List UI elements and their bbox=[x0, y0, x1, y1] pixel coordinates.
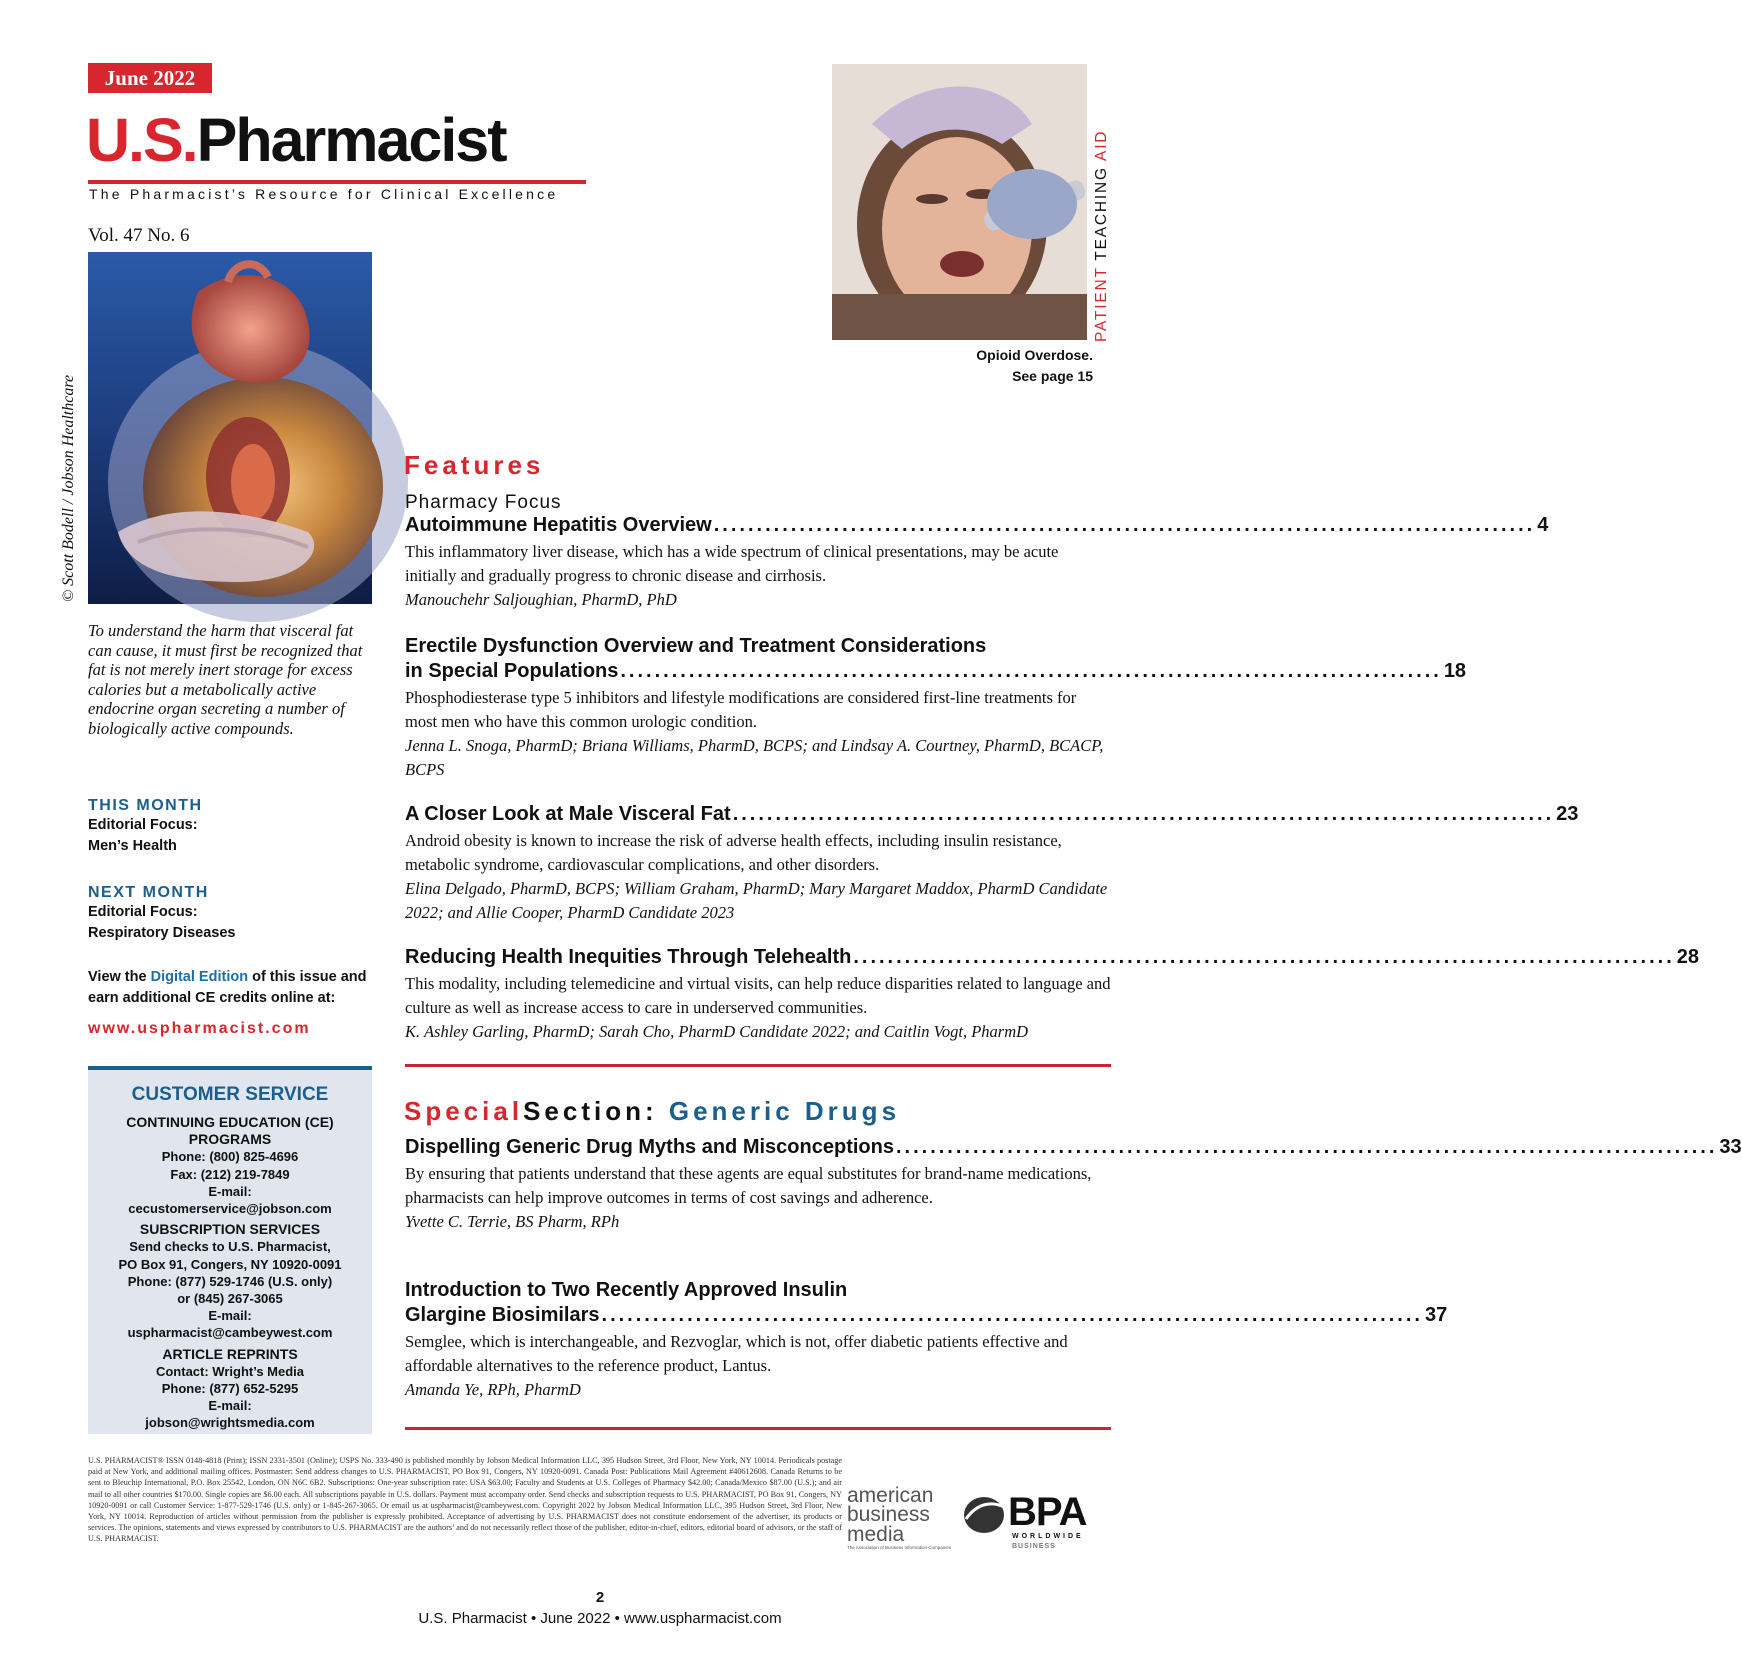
ce-heading: CONTINUING EDUCATION (CE) PROGRAMS bbox=[126, 1114, 334, 1148]
ce-fax: Fax: (212) 219-7849 bbox=[170, 1166, 290, 1182]
article-description: Phosphodiesterase type 5 inhibitors and lifestyle modifications are considered first-line treatments for most men who have this common urologic condition. bbox=[405, 688, 1077, 731]
this-month-topic: Men’s Health bbox=[88, 838, 177, 854]
leader-dots: ................................................................................................ bbox=[895, 1136, 1718, 1158]
customer-service-title: CUSTOMER SERVICE bbox=[131, 1084, 329, 1105]
article-title[interactable]: Dispelling Generic Drug Myths and Misconceptions bbox=[405, 1136, 894, 1158]
special-section-heading: SpecialSection: Generic Drugs bbox=[404, 1096, 901, 1126]
feature-photo-caption bbox=[880, 345, 1093, 387]
article-entry[interactable] bbox=[405, 1135, 1742, 1234]
reprints-email-label: E-mail: bbox=[208, 1398, 252, 1414]
feature-photo bbox=[832, 64, 1087, 340]
subscription-line: PO Box 91, Congers, NY 10920-0091 bbox=[118, 1256, 342, 1272]
volume-number: Vol. 47 No. 6 bbox=[88, 225, 190, 246]
photo-caption-title: Opioid Overdose. bbox=[976, 347, 1093, 363]
leader-dots: ................................................................................................ bbox=[601, 1304, 1423, 1326]
article-title[interactable]: in Special Populations bbox=[405, 660, 619, 682]
next-month-topic: Respiratory Diseases bbox=[88, 925, 236, 941]
cover-caption: To understand the harm that visceral fat can cause, it must first be recognized that fat is not merely inert storage for excess calories but a metabolically active endocrine organ secreting a number of biologically active compounds. bbox=[88, 621, 363, 738]
next-month-label: Editorial Focus: bbox=[88, 904, 198, 920]
subscription-line: Phone: (877) 529-1746 (U.S. only) bbox=[127, 1273, 333, 1289]
publication-fine-print: U.S. PHARMACIST® ISSN 0148-4818 (Print); ISSN 2331-3501 (Online); USPS No. 333-490 is published monthly by Jobson Medical Information LLC, 395 Hudson Street, 3rd Floor, New York, NY 10014. Periodicals postage paid at New York, and additional mailing offices. Postmaster: Send address changes to U.S. PHARMACIST, PO Box 91, Congers, NY 10920-0091. Canada Post: Publications Mail Agreement #40612608. Canada Returns to be sent to Bleuchip International, P.O. Box 25542, London, ON N6C 6B2. Subscriptions: One-year subscription rate: USA $63.00; Faculty and Students at U.S. Colleges of Pharmacy $42.00; Canada/Mexico $87.00 (U.S.); and air mail to all other countries $170.00. Single copies are $6.00 each. All subscriptions payable in U.S. dollars. Payment must accompany order. Send checks and subscription requests to U.S. PHARMACIST, PO Box 91, Congers, NY 10920-0091 or call Customer Service: 1-877-529-1746 (U.S. only) or 1-845-267-3065. Or email us at uspharmacist@cambeywest.com. Copyright 2022 by Jobson Medical Information LLC, 395 Hudson Street, 3rd Floor, New York, NY 10014. Reproduction of articles without permission from the publisher is expressly prohibited. Acceptance of advertising by U.S. PHARMACIST does not constitute endorsement of the advertiser, its products or services. The opinions, statements and views expressed by contributors to U.S. PHARMACIST are the authors’ and do not necessarily reflect those of the publisher, editor-in-chief, editors, editorial board of advisors, or the staff of U.S. PHARMACIST. bbox=[88, 1456, 842, 1544]
this-month-heading: THIS MONTH bbox=[88, 797, 203, 814]
bpa-worldwide-logo: BPA WORLDWIDE BUSINESS bbox=[962, 1491, 1112, 1549]
photo-caption-page[interactable]: See page 15 bbox=[1012, 368, 1093, 384]
website-link[interactable]: www.uspharmacist.com bbox=[88, 1020, 311, 1037]
digital-edition-link[interactable]: Digital Edition bbox=[150, 969, 249, 985]
article-page[interactable]: 18 bbox=[1443, 660, 1467, 682]
article-page[interactable]: 4 bbox=[1537, 514, 1549, 536]
article-entry[interactable] bbox=[405, 802, 1579, 925]
logo-rule bbox=[88, 180, 586, 184]
article-entry[interactable] bbox=[405, 945, 1700, 1044]
reprints-line: Phone: (877) 652-5295 bbox=[161, 1381, 299, 1397]
article-description: This modality, including telemedicine and virtual visits, can help reduce disparities related to language and culture as well as increase access to care in underserved communities. bbox=[405, 974, 1111, 1017]
page-footer: U.S. Pharmacist • June 2022 • www.uspharmacist.com bbox=[418, 1610, 782, 1627]
article-description: This inflammatory liver disease, which has a wide spectrum of clinical presentations, may be acute initially and gradually progress to chronic disease and cirrhosis. bbox=[405, 542, 1059, 585]
article-authors: Jenna L. Snoga, PharmD; Briana Williams, PharmD, BCPS; and Lindsay A. Courtney, PharmD, BCACP, BCPS bbox=[405, 736, 1104, 779]
article-page[interactable]: 33 bbox=[1719, 1136, 1742, 1158]
article-description: Semglee, which is interchangeable, and Rezvoglar, which is not, offer diabetic patients effective and affordable alternatives to the reference product, Lantus. bbox=[405, 1332, 1068, 1375]
logo-pharmacist: Pharmacist bbox=[196, 106, 506, 174]
article-authors: Elina Delgado, PharmD, BCPS; William Graham, PharmD; Mary Margaret Maddox, PharmD Candidate 2022; and Allie Cooper, PharmD Candidate 2023 bbox=[405, 879, 1108, 922]
ce-email-label: E-mail: bbox=[208, 1183, 252, 1199]
bpa-globe-icon bbox=[962, 1495, 1006, 1535]
article-authors: Amanda Ye, RPh, PharmD bbox=[405, 1380, 581, 1399]
article-entry[interactable] bbox=[405, 513, 1549, 612]
section-divider bbox=[405, 1064, 1111, 1067]
article-description: By ensuring that patients understand that these agents are equal substitutes for brand-name medications, pharmacists can help improve outcomes in terms of cost savings and adherence. bbox=[405, 1164, 1092, 1207]
customer-service-box bbox=[88, 1066, 372, 1434]
publication-logo bbox=[86, 104, 506, 176]
article-title[interactable]: Introduction to Two Recently Approved Insulin bbox=[405, 1279, 848, 1301]
features-heading: Features bbox=[404, 450, 545, 480]
article-title[interactable]: Erectile Dysfunction Overview and Treatment Considerations bbox=[405, 635, 987, 657]
article-authors: K. Ashley Garling, PharmD; Sarah Cho, PharmD Candidate 2022; and Caitlin Vogt, PharmD bbox=[405, 1022, 1029, 1041]
logo-us: U.S. bbox=[86, 106, 197, 174]
next-month-heading: NEXT MONTH bbox=[88, 884, 209, 901]
reprints-heading: ARTICLE REPRINTS bbox=[162, 1345, 298, 1362]
leader-dots: ................................................................................................ bbox=[732, 803, 1555, 825]
article-authors: Yvette C. Terrie, BS Pharm, RPh bbox=[405, 1212, 620, 1231]
article-description: Android obesity is known to increase the risk of adverse health effects, including insulin resistance, metabolic syndrome, cardiovascular complications, and other disorders. bbox=[405, 831, 1062, 874]
ce-phone: Phone: (800) 825-4696 bbox=[161, 1149, 299, 1165]
this-month-label: Editorial Focus: bbox=[88, 817, 198, 833]
ce-email-link[interactable]: cecustomerservice@jobson.com bbox=[128, 1201, 332, 1217]
reprints-line: Contact: Wright’s Media bbox=[155, 1363, 305, 1379]
subscription-line: or (845) 267-3065 bbox=[177, 1291, 283, 1307]
article-page[interactable]: 37 bbox=[1424, 1304, 1448, 1326]
digital-edition-note: View the Digital Edition of this issue and earn additional CE credits online at: bbox=[88, 969, 367, 1006]
leader-dots: ................................................................................................ bbox=[620, 660, 1442, 682]
article-entry[interactable] bbox=[405, 634, 1467, 782]
leader-dots: ................................................................................................ bbox=[853, 946, 1675, 968]
next-month-focus bbox=[88, 902, 236, 944]
customer-service-details bbox=[88, 1114, 372, 1432]
cover-illustration bbox=[88, 252, 372, 604]
american-business-media-logo: american business media The Association of Business Information Companies bbox=[847, 1484, 952, 1550]
reprints-email-link[interactable]: jobson@wrightsmedia.com bbox=[145, 1415, 315, 1431]
subscription-email-label: E-mail: bbox=[208, 1308, 252, 1324]
page-number: 2 bbox=[595, 1589, 605, 1606]
issue-date-tab: June 2022 bbox=[88, 63, 212, 93]
subscription-email-link[interactable]: uspharmacist@cambeywest.com bbox=[127, 1325, 333, 1341]
article-title[interactable]: A Closer Look at Male Visceral Fat bbox=[405, 803, 731, 825]
article-entry[interactable] bbox=[405, 1278, 1448, 1402]
article-authors: Manouchehr Saljoughian, PharmD, PhD bbox=[405, 590, 677, 609]
tagline: The Pharmacist’s Resource for Clinical Excellence bbox=[89, 186, 559, 202]
article-page[interactable]: 28 bbox=[1676, 946, 1700, 968]
section-divider bbox=[405, 1427, 1111, 1430]
cover-credit: © Scott Bodell / Jobson Healthcare bbox=[60, 374, 77, 602]
article-title[interactable]: Glargine Biosimilars bbox=[405, 1304, 600, 1326]
subscription-line: Send checks to U.S. Pharmacist, bbox=[129, 1239, 331, 1255]
leader-dots: ................................................................................................ bbox=[713, 514, 1536, 536]
article-title[interactable]: Autoimmune Hepatitis Overview bbox=[405, 514, 712, 536]
this-month-focus bbox=[88, 815, 198, 857]
article-page[interactable]: 23 bbox=[1556, 803, 1579, 825]
article-title[interactable]: Reducing Health Inequities Through Telehealth bbox=[405, 946, 852, 968]
pharmacy-focus-label: Pharmacy Focus bbox=[405, 492, 562, 513]
subscription-heading: SUBSCRIPTION SERVICES bbox=[139, 1221, 321, 1238]
patient-teaching-aid-label: PATIENT TEACHING AID bbox=[1093, 129, 1110, 342]
